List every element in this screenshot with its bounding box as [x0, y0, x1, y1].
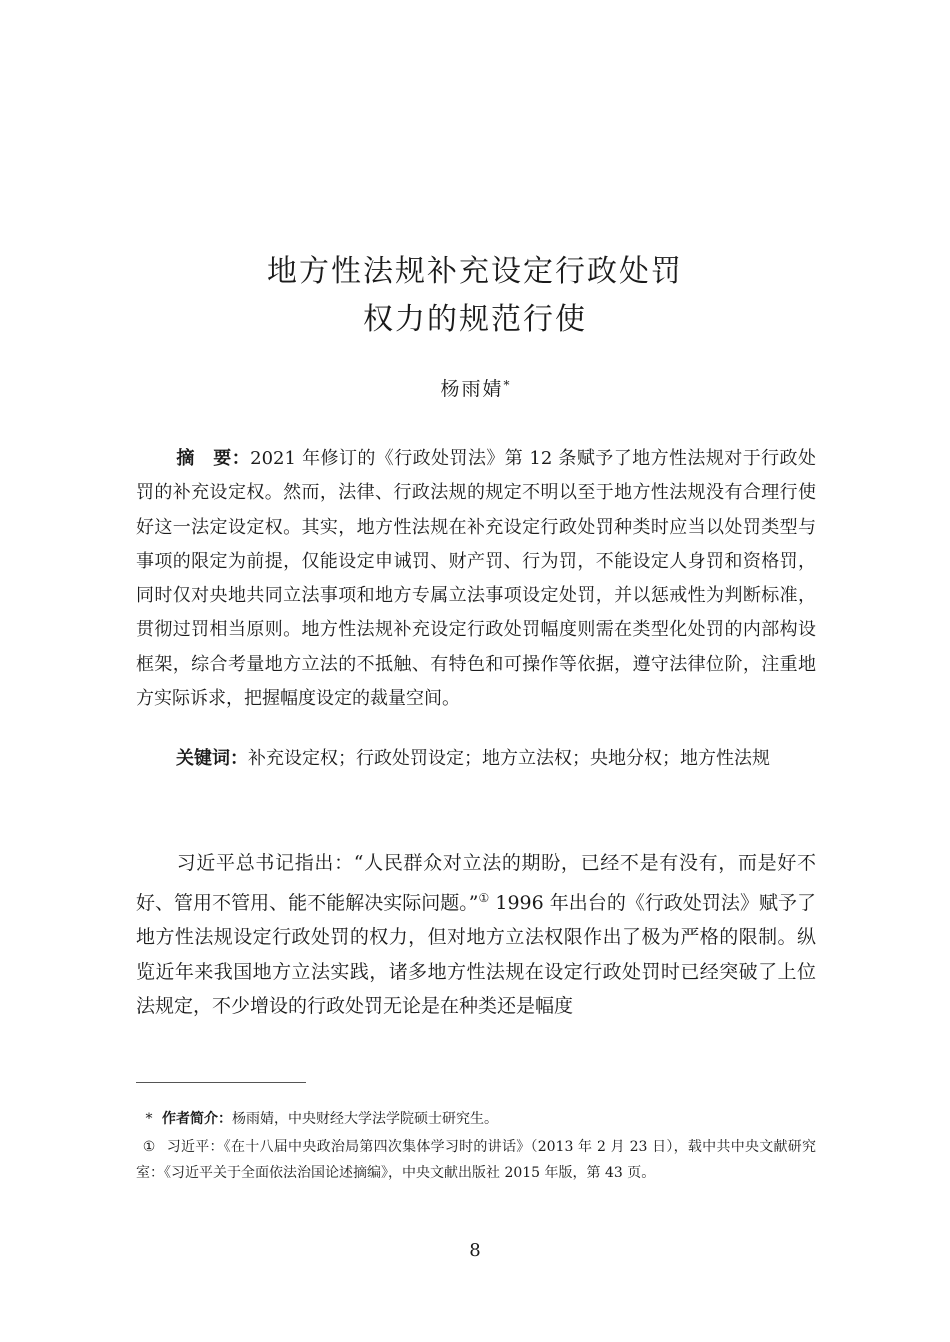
body-text-before-note: 习近平总书记指出：“人民群众对立法的期盼，已经不是有没有，而是好不好、管用不管用、能不能解决实际问题。” — [136, 852, 816, 914]
author-name: 杨雨婧 — [440, 378, 504, 400]
abstract-text: 2021 年修订的《行政处罚法》第 12 条赋予了地方性法规对于行政处罚的补充设定权。然而，法律、行政法规的规定不明以至于地方性法规没有合理行使好这一法定设定权。其实，地方性法规在补充设定行政处罚种类时应当以处罚类型与事项的限定为前提，仅能设定申诫罚、财产罚、行为罚，不能设定人身罚和资格罚，同时仅对央地共同立法事项和地方专属立法事项设定处罚，并以惩戒性为判断标准，贯彻过罚相当原则。地方性法规补充设定行政处罚幅度则需在类型化处罚的内部构设框架，综合考量地方立法的不抵触、有特色和可操作等依据，遵守法律位阶，注重地方实际诉求，把握幅度设定的裁量空间。 — [136, 448, 816, 710]
abstract-label: 摘 要： — [176, 448, 251, 469]
footnote-1-text: 习近平：《在十八届中央政治局第四次集体学习时的讲话》（2013 年 2 月 23 日），载中共中央文献研究室：《习近平关于全面依法治国论述摘编》，中央文献出版社 2015 年版，第 43 页。 — [136, 1139, 816, 1181]
footnote-author-marker: * — [145, 1111, 153, 1127]
body-text-after-note: 1996 年出台的《行政处罚法》赋予了地方性法规设定行政处罚的权力，但对地方立法权限作出了极为严格的限制。纵览近年来我国地方立法实践，诸多地方性法规在设定行政处罚时已经突破了上位法规定，不少增设的行政处罚无论是在种类还是幅度 — [136, 891, 816, 1017]
keywords-label: 关键词： — [176, 748, 248, 769]
footnote-author-label: 作者简介： — [162, 1111, 232, 1127]
keywords-text: 补充设定权；行政处罚设定；地方立法权；央地分权；地方性法规 — [248, 748, 770, 769]
footnote-1-marker: ① — [142, 1139, 156, 1155]
footnote-divider — [136, 1082, 306, 1083]
keywords — [136, 742, 816, 775]
body-paragraph — [136, 846, 816, 1024]
author-line — [0, 374, 950, 401]
abstract — [136, 442, 816, 716]
article-title-line-1: 地方性法规补充设定行政处罚 — [267, 254, 683, 289]
footnote-author — [136, 1106, 816, 1132]
footnote-ref-1[interactable]: ① — [478, 890, 490, 905]
page-number: 8 — [469, 1240, 481, 1261]
footnote-author-text: 杨雨婧，中央财经大学法学院硕士研究生。 — [232, 1111, 498, 1127]
article-title-line-2: 权力的规范行使 — [363, 302, 587, 337]
footnote-1 — [136, 1134, 816, 1186]
author-footnote-marker: * — [503, 378, 510, 392]
